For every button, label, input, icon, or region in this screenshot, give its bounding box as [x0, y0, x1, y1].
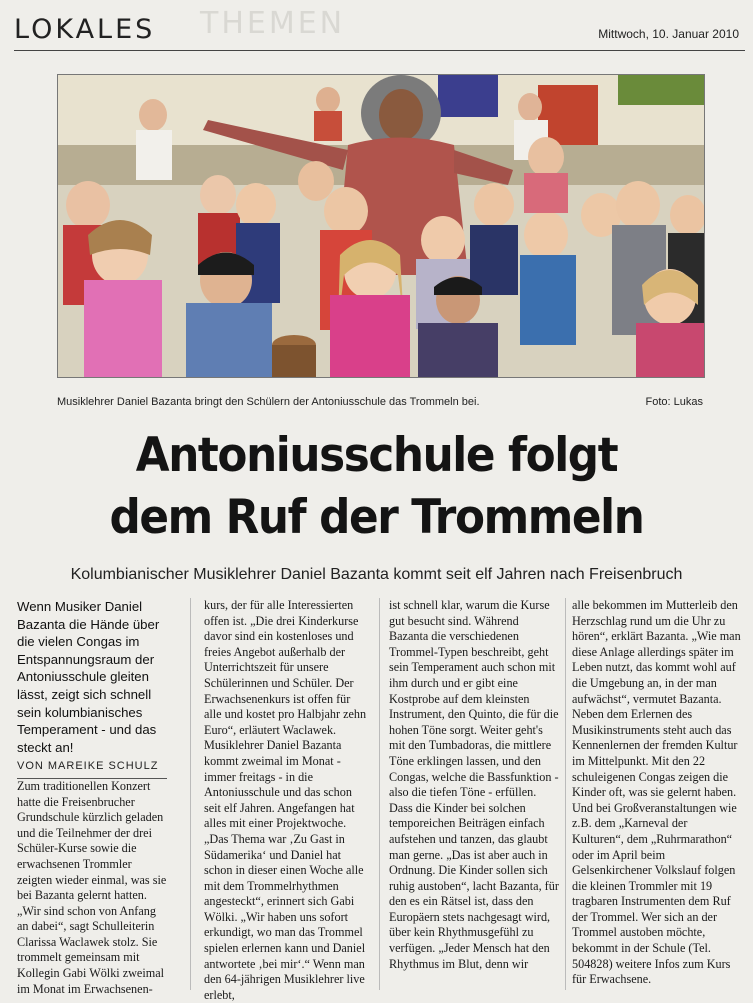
article-column-4 — [572, 598, 742, 988]
column-divider — [190, 598, 191, 990]
column-divider — [379, 598, 380, 990]
article-column-3 — [389, 598, 561, 972]
headline-line-2: dem Ruf der Trommeln — [109, 490, 644, 545]
section-title: LOKALES — [14, 14, 156, 45]
article-lead: Wenn Musiker Daniel Bazanta die Hände über die vielen Congas im Entspannungsraum der Antoniusschule gleiten lässt, zeigt sich schnell sein kolumbianisches Temperament - und das steckt an! — [17, 599, 160, 755]
article-column-1 — [17, 598, 167, 997]
subheadline: Kolumbianischer Musiklehrer Daniel Bazanta kommt seit elf Jahren nach Freisenbruch — [70, 566, 683, 583]
article-body-text: ist schnell klar, warum die Kurse gut besucht sind. Während Bazanta die verschiedenen Trommel-Typen beschreibt, geht sein Temperament auch schon mit ihm durch und er gibt eine Kostprobe auf dem kleinsten Instrument, den Quinto, die für die hohen Töne sorgt. Weiter geht's mit den Tumbadoras, die mittlere Töne erklingen lassen, und den Congas, welche die Bassfunktion - also die tiefen Töne - erfüllen. Dass die Kinder bei solchen temporeichen Beiträgen einfach aufstehen und tanzen, das glaubt man gerne. „Das ist aber auch in Ordnung. Die Kinder sollen sich ruhig austoben“, lacht Bazanta, für den es ein Rätsel ist, dass den Europäern stets nachgesagt wird, über kein Rhythmusgefühl zu verfügen. „Jeder Mensch hat den Rhythmus im Blut, denn wir — [389, 598, 559, 971]
headline-line-1: Antoniusschule folgt — [135, 428, 618, 483]
article-column-2 — [204, 598, 369, 1003]
article-body-text: kurs, der für alle Interessierten offen ist. „Die drei Kinderkurse davor sind ein kostenloses und freies Angebot außerhalb der Unterrichtszeit für unsere Schülerinnen und Schüler. Der Erwachsenenkurs ist offen für alle und kostet pro Halbjahr zehn Euro“, erläutert Waclawek. Musiklehrer Daniel Bazanta kommt zweimal im Monat - immer freitags - in die Antoniusschule und das schon seit elf Jahren. Angefangen hat alles mit einer Projektwoche. „Das Thema war ‚Zu Gast in Südamerika‘ und Daniel hat schon in dieser einen Woche alle mit dem Trommelrhythmen angesteckt“, erinnert sich Gabi Wölki. „Wir haben uns sofort erkundigt, wo man das Trommel spielen erlernen kann und Daniel antwortete ‚bei mir‘.“ Wenn man den 64-jährigen Musiklehrer live erlebt, — [204, 598, 367, 1002]
article-photo — [57, 74, 705, 378]
issue-date: Mittwoch, 10. Januar 2010 — [598, 27, 739, 41]
header-rule — [14, 50, 745, 51]
column-divider — [565, 598, 566, 990]
byline: VON MAREIKE SCHULZ — [17, 759, 167, 779]
photo-credit: Foto: Lukas — [645, 396, 703, 408]
article-body-text: Zum traditionellen Konzert hatte die Freisenbrucher Grundschule kürzlich geladen und die Teilnehmer der drei Schüler-Kurse sowie die erwachsenen Trommler zeigten wieder einmal, was sie bei Bazanta gelernt hatten. „Wir sind schon von Anfang an dabei“, sagt Schulleiterin Clarissa Waclawek stolz. Sie trommelt gemeinsam mit Kollegin Gabi Wölki zweimal im Monat im Erwachsenen- — [17, 778, 167, 996]
background-ghost-text: THEMEN — [200, 6, 346, 41]
article-body-text: alle bekommen im Mutterleib den Herzschlag rund um die Uhr zu hören“, erklärt Bazanta. „Wie man diese Anlage allerdings später im Leben nutzt, das kommt wohl auf die Umgebung an, in der man aufwächst“, vermutet Bazanta. Neben dem Erlernen des Musikinstruments steht auch das Kennenlernen der fremden Kultur im Mittelpunkt. Mit den 22 schuleigenen Congas zeigen die Kinder oft, was sie gelernt haben. Und bei Großveranstaltungen wie z.B. dem „Karneval der Kulturen“, dem „Ruhrmarathon“ oder im April beim Gelsenkirchener Volkslauf folgen die kleinen Trommler mit 19 tragbaren Instrumenten dem Ruf der Trommel. Wer sich an der Trommel austoben möchte, bekommt in der Schule (Tel. 504828) weitere Infos zum Kurs für Erwachsene. — [572, 598, 741, 987]
photo-caption: Musiklehrer Daniel Bazanta bringt den Schülern der Antoniusschule das Trommeln bei. — [57, 396, 480, 408]
